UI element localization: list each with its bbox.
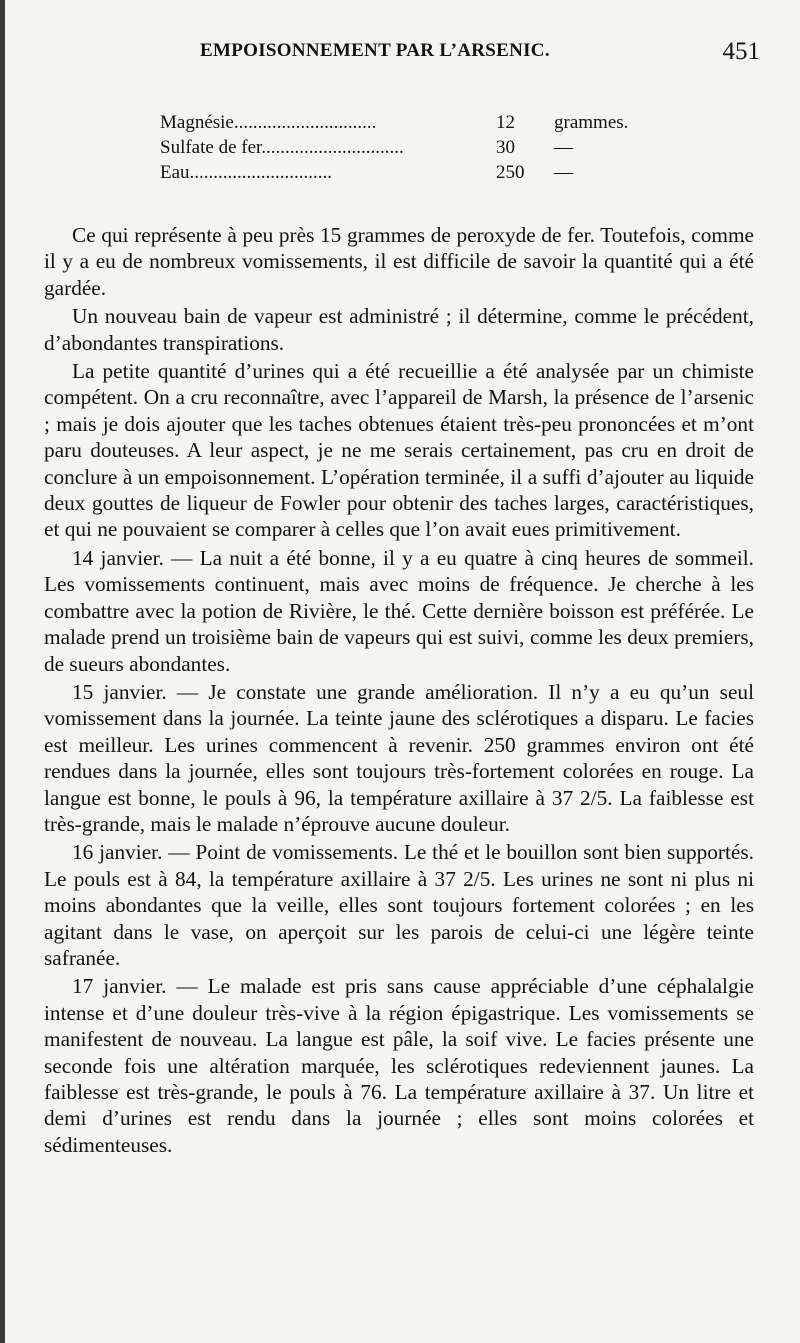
paragraph-bain-vapeur: Un nouveau bain de vapeur est administré ; il détermine, comme le précédent, d’abondantes transpirations. bbox=[44, 304, 754, 355]
recipe-row bbox=[160, 135, 640, 160]
ingredient-unit: grammes. bbox=[554, 112, 629, 133]
page-number: 451 bbox=[722, 38, 760, 65]
ingredient-quantity: 250 bbox=[496, 162, 525, 183]
paragraph-16-janvier: 16 janvier. — Point de vomissements. Le thé et le bouillon sont bien supportés. Le pouls est à 84, la température axillaire à 37 2/5. Les urines ne sont ni plus ni moins abondantes que la veille, elles sont toujours fortement colorées ; en les agitant dans le vase, on aperçoit sur les parois de celui-ci une légère teinte safranée. bbox=[44, 840, 754, 970]
paragraph-peroxyde: Ce qui représente à peu près 15 grammes de peroxyde de fer. Toutefois, comme il y a eu de nombreux vomissements, il est difficile de savoir la quantité qui a été gardée. bbox=[44, 223, 754, 300]
recipe-row bbox=[160, 160, 640, 185]
paragraph-analyse-urines: La petite quantité d’urines qui a été recueillie a été analysée par un chimiste compétent. On a cru reconnaître, avec l’appareil de Marsh, la présence de l’arsenic ; mais je dois ajouter que les taches obtenues étaient très-peu prononcées et m’ont paru douteuses. A leur aspect, je ne me serais certainement, pas cru en droit de conclure à un empoisonnement. L’opération terminée, il a suffi d’ajouter au liquide deux gouttes de liqueur de Fowler pour obtenir des taches larges, caractéristiques, et qui ne pouvaient se comparer à celles que l’on avait eues primitivement. bbox=[44, 359, 754, 542]
ingredient-name: Magnésie.............................. bbox=[160, 112, 377, 133]
ingredient-quantity: 30 bbox=[496, 137, 515, 158]
paragraph-15-janvier: 15 janvier. — Je constate une grande amélioration. Il n’y a eu qu’un seul vomissement dans la journée. La teinte jaune des sclérotiques a disparu. Le facies est meilleur. Les urines commencent à revenir. 250 grammes environ ont été rendues dans la journée, elles sont toujours très-fortement colorées en rouge. La langue est bonne, le pouls à 96, la température axillaire à 37 2/5. La faiblesse est très-grande, mais le malade n’éprouve aucune douleur. bbox=[44, 679, 754, 836]
ingredient-unit: — bbox=[554, 162, 573, 183]
recipe-row bbox=[160, 110, 640, 135]
page-edge-shadow bbox=[0, 0, 5, 1343]
ingredient-name: Eau.............................. bbox=[160, 162, 333, 183]
ingredient-name: Sulfate de fer.............................. bbox=[160, 137, 404, 158]
page-header bbox=[200, 38, 760, 74]
paragraph-14-janvier: 14 janvier. — La nuit a été bonne, il y a eu quatre à cinq heures de sommeil. Les vomissements continuent, mais avec moins de fréquence. Je cherche à les combattre avec la potion de Rivière, le thé. Cette dernière boisson est préférée. Le malade prend un troisième bain de vapeurs qui est suivi, comme les deux premiers, de sueurs abondantes. bbox=[44, 545, 754, 676]
paragraph-17-janvier: 17 janvier. — Le malade est pris sans cause appréciable d’une céphalalgie intense et d’une douleur très-vive à la région épigastrique. Les vomissements se manifestent de nouveau. La langue est pâle, la soif vive. Le facies présente une seconde fois une altération marquée, les sclérotiques redeviennent jaunes. La faiblesse est très-grande, le pouls à 76. La température axillaire à 37. Un litre et demi d’urines est rendu dans la journée ; elles sont moins colorées et sédimenteuses. bbox=[44, 974, 754, 1157]
body-text bbox=[44, 222, 754, 1160]
ingredient-quantity: 12 bbox=[496, 112, 515, 133]
ingredient-unit: — bbox=[554, 137, 573, 158]
running-title: EMPOISONNEMENT PAR L’ARSENIC. bbox=[200, 40, 550, 61]
recipe-table bbox=[160, 110, 640, 185]
